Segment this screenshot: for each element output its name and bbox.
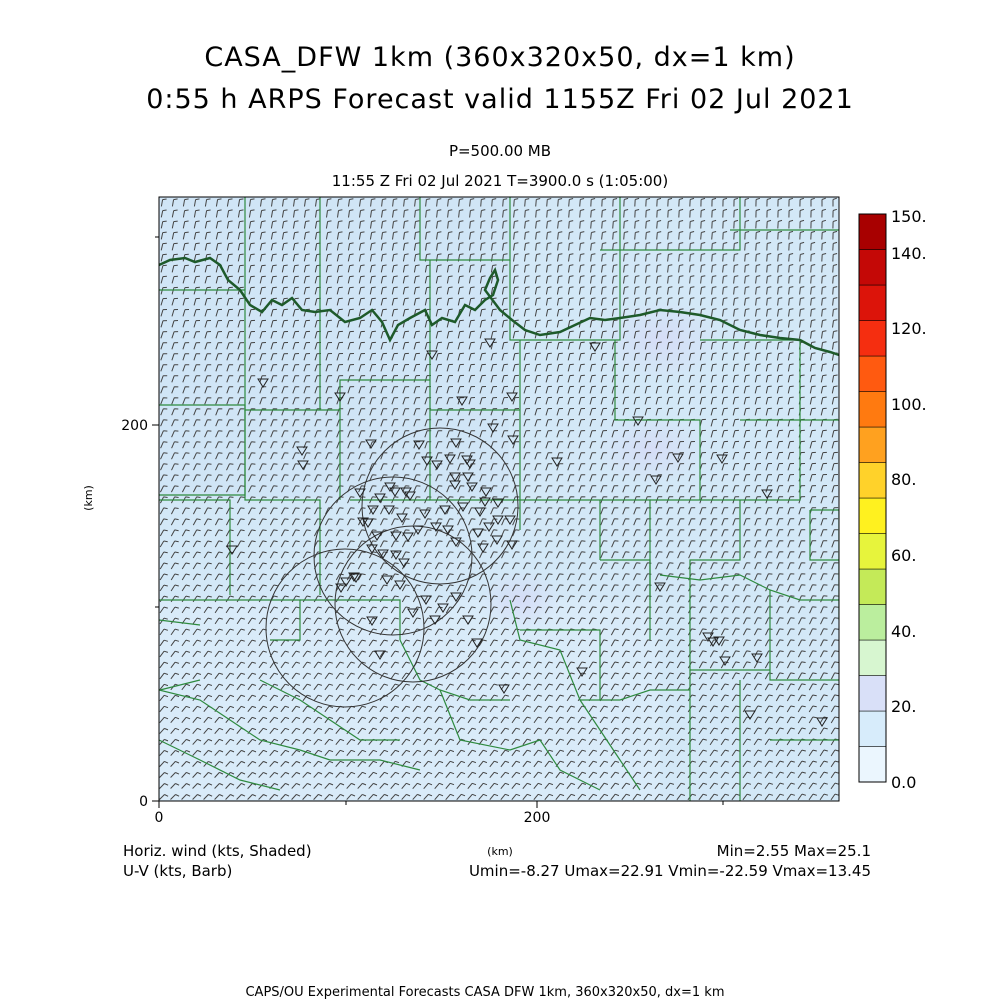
x-tick-200: 200 xyxy=(523,810,551,826)
colorbar-label-40: 40. xyxy=(891,622,917,641)
min-max-label: Min=2.55 Max=25.1 xyxy=(716,842,871,860)
uv-stats-label: Umin=-8.27 Umax=22.91 Vmin=-22.59 Vmax=13.45 xyxy=(468,862,871,880)
x-axis-label: (km) xyxy=(487,845,513,858)
colorbar-segment xyxy=(859,605,886,641)
colorbar-label-150: 150. xyxy=(891,207,927,226)
y-tick-200: 200 xyxy=(121,418,148,434)
colorbar-segment xyxy=(859,498,886,534)
colorbar-segment xyxy=(859,747,886,783)
footer-credit: CAPS/OU Experimental Forecasts CASA DFW 1km, 360x320x50, dx=1 km xyxy=(245,985,725,1000)
colorbar-segment xyxy=(859,711,886,747)
colorbar-segment xyxy=(859,676,886,712)
colorbar-segment xyxy=(859,214,886,250)
colorbar-segment xyxy=(859,534,886,570)
colorbar-label-60: 60. xyxy=(891,546,917,565)
colorbar-label-100: 100. xyxy=(891,395,927,414)
colorbar-label-20: 20. xyxy=(891,697,917,716)
title-line-1: CASA_DFW 1km (360x320x50, dx=1 km) xyxy=(204,42,796,73)
field-1-label: Horiz. wind (kts, Shaded) xyxy=(123,842,312,860)
x-tick-0: 0 xyxy=(154,810,164,826)
colorbar-segment xyxy=(859,640,886,676)
colorbar-label-120: 120. xyxy=(891,319,927,338)
colorbar-segment xyxy=(859,569,886,605)
colorbar-segment xyxy=(859,250,886,286)
colorbar-segment xyxy=(859,427,886,463)
colorbar-segment xyxy=(859,356,886,392)
colorbar-label-80: 80. xyxy=(891,470,917,489)
pressure-level-label: P=500.00 MB xyxy=(448,142,552,160)
title-line-2: 0:55 h ARPS Forecast valid 1155Z Fri 02 Jul 2021 xyxy=(146,84,854,115)
y-axis-label: (km) xyxy=(82,485,95,511)
y-tick-0: 0 xyxy=(139,794,148,810)
colorbar-label-140: 140. xyxy=(891,244,927,263)
colorbar-label-0: 0.0 xyxy=(891,773,917,792)
colorbar-segment xyxy=(859,321,886,357)
colorbar-segment xyxy=(859,463,886,499)
colorbar-segment xyxy=(859,392,886,428)
colorbar xyxy=(859,214,886,782)
valid-time-label: 11:55 Z Fri 02 Jul 2021 T=3900.0 s (1:05:00) xyxy=(331,172,669,190)
field-2-label: U-V (kts, Barb) xyxy=(123,862,233,880)
colorbar-segment xyxy=(859,285,886,321)
